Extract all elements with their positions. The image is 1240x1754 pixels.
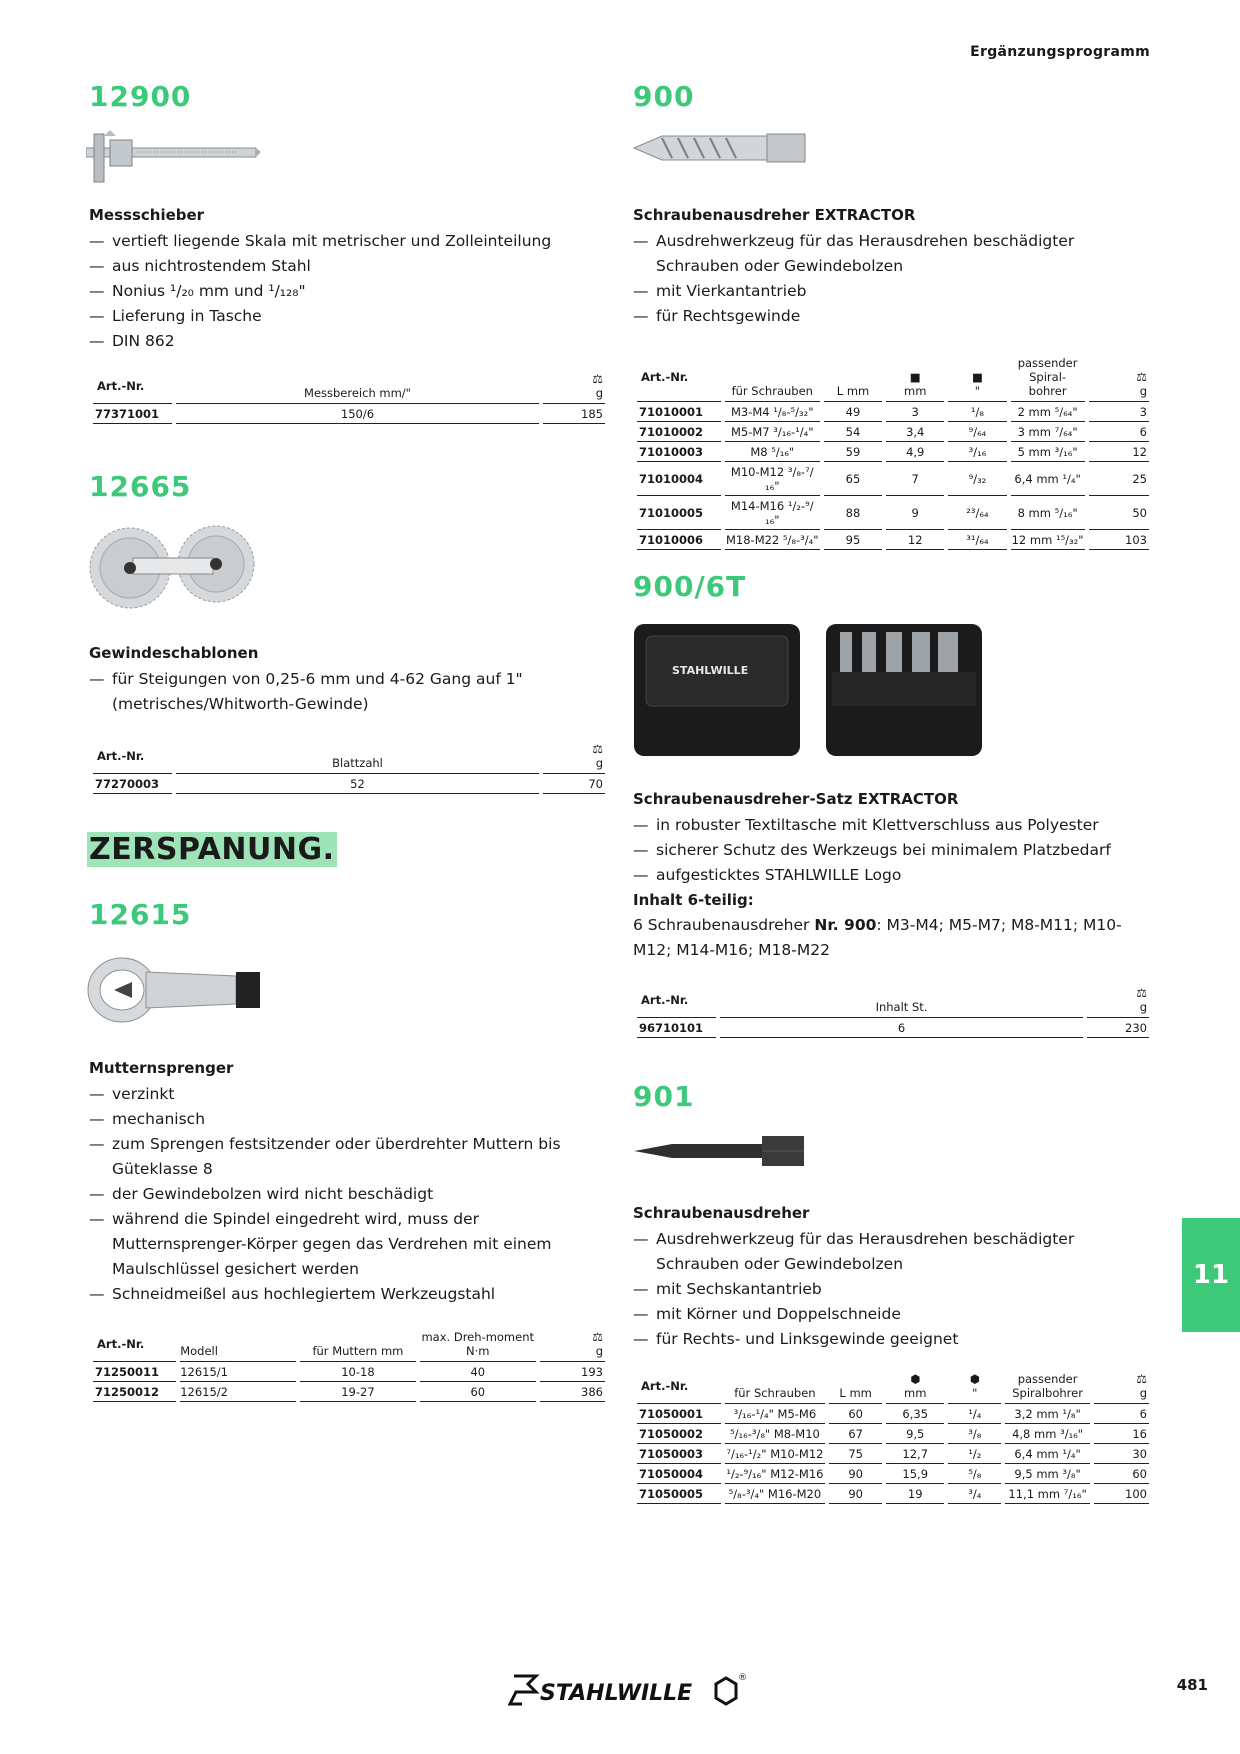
bullet: — sicherer Schutz des Werkzeugs bei minimalem Platzbedarf (633, 838, 1113, 863)
bullet: — Nonius ¹/₂₀ mm und ¹/₁₂₈" (89, 279, 609, 304)
table-header: für Muttern mm (300, 1328, 416, 1362)
product-title-12665: Gewindeschablonen (89, 644, 259, 662)
table-header: für Schrauben (725, 354, 820, 402)
content-title-900-6t: Inhalt 6-teilig: (633, 891, 754, 909)
product-number-900-6t: 900/6T (633, 570, 747, 603)
pouch-open-image (824, 622, 984, 758)
table-header: Art.-Nr. (93, 370, 172, 404)
bullet: — für Rechts- und Linksgewinde geeignet (633, 1327, 1103, 1352)
scale-icon: ⚖ (1136, 370, 1147, 384)
spec-table-900 (633, 354, 1153, 550)
table-header: ⚖ g (1087, 984, 1149, 1018)
bullet: — für Rechtsgewinde (633, 304, 1103, 329)
page-number: 481 (1176, 1676, 1208, 1694)
table-row: 71010001 M3-M4 ¹/₈-⁵/₃₂" 49 3 ¹/₈ 2 mm ⁵/₆₄" 3 (637, 402, 1149, 422)
table-header: max. Dreh-moment N·m (420, 1328, 536, 1362)
bullet: — Ausdrehwerkzeug für das Herausdrehen beschädigter Schrauben oder Gewindebolzen (633, 229, 1103, 279)
table-header: passender Spiralbohrer (1005, 1370, 1090, 1404)
section-header: Ergänzungsprogramm (970, 44, 1150, 60)
table-row: 71050001 ³/₁₆-¹/₄" M5-M6 60 6,35 ¹/₄ 3,2 mm ¹/₈" 6 (637, 1404, 1149, 1424)
table-header: Messbereich mm/" (176, 370, 539, 404)
bullet: — mit Sechskantantrieb (633, 1277, 1103, 1302)
bullet: — während die Spindel eingedreht wird, muss der Mutternsprenger-Körper gegen das Verdrehen mit einem Maulschlüssel gesichert werden (89, 1207, 579, 1282)
content-text-900-6t: 6 Schraubenausdreher Nr. 900: M3-M4; M5-M7; M8-M11; M10-M12; M14-M16; M18-M22 (633, 916, 1122, 959)
caliper-image (86, 130, 261, 186)
stahlwille-logo (508, 1668, 748, 1714)
bullet: — in robuster Textiltasche mit Klettverschluss aus Polyester (633, 813, 1113, 838)
scale-icon: ⚖ (592, 742, 603, 756)
bullet: — mit Körner und Doppelschneide (633, 1302, 1103, 1327)
table-row: 77270003 52 70 (93, 774, 605, 794)
table-row: 71010006 M18-M22 ⁵/₈-³/₄" 95 12 ³¹/₆₄ 12 mm ¹⁵/₃₂" 103 (637, 530, 1149, 550)
zerspanung-heading: ZERSPANUNG. (89, 832, 335, 867)
bullets-900-6t (633, 813, 1113, 888)
bullets-900 (633, 229, 1103, 329)
table-header: ⬢ " (948, 1370, 1001, 1404)
thread-gauge-image (88, 522, 258, 612)
table-row: 71250012 12615/2 19-27 60 386 (93, 1382, 605, 1402)
table-row: 71250011 12615/1 10-18 40 193 (93, 1362, 605, 1382)
product-title-12900: Messschieber (89, 206, 205, 224)
spec-table-12615 (89, 1328, 609, 1402)
product-title-900-6t: Schraubenausdreher-Satz EXTRACTOR (633, 790, 959, 808)
bullet: — für Steigungen von 0,25-6 mm und 4-62 Gang auf 1" (metrisches/Whitworth-Gewinde) (89, 667, 609, 717)
spec-table-12900 (89, 370, 609, 424)
table-header: Blattzahl (176, 740, 539, 774)
table-header: L mm (829, 1370, 882, 1404)
pouch-closed-image (632, 622, 802, 758)
table-header: Art.-Nr. (637, 1370, 721, 1404)
spec-table-901 (633, 1370, 1153, 1504)
bullet: — aus nichtrostendem Stahl (89, 254, 609, 279)
scale-icon: ⚖ (592, 1330, 603, 1344)
table-header: L mm (824, 354, 882, 402)
product-title-12615: Mutternsprenger (89, 1059, 234, 1077)
table-row: 71010002 M5-M7 ³/₁₆-¹/₄" 54 3,4 ⁹/₆₄ 3 mm ⁷/₆₄" 6 (637, 422, 1149, 442)
scale-icon: ⚖ (1136, 986, 1147, 1000)
table-row: 71050002 ⁵/₁₆-³/₈" M8-M10 67 9,5 ³/₈ 4,8 mm ³/₁₆" 16 (637, 1424, 1149, 1444)
table-row: 77371001 150/6 185 (93, 404, 605, 424)
registered-icon: ® (738, 1673, 747, 1683)
bullet: — verzinkt (89, 1082, 579, 1107)
table-row: 71050004 ¹/₂-⁹/₁₆" M12-M16 90 15,9 ⁵/₈ 9,5 mm ³/₈" 60 (637, 1464, 1149, 1484)
spec-table-900-6t (633, 984, 1153, 1038)
square-drive-icon: ■ (909, 370, 921, 384)
bullet: — mit Vierkantantrieb (633, 279, 1103, 304)
product-number-12900: 12900 (89, 80, 192, 113)
square-drive-icon: ■ (972, 370, 983, 384)
table-header: ⚖ g (1094, 1370, 1149, 1404)
table-header: Art.-Nr. (93, 740, 172, 774)
bullet: — vertieft liegende Skala mit metrischer und Zolleinteilung (89, 229, 609, 254)
product-number-12615: 12615 (89, 898, 192, 931)
product-title-900: Schraubenausdreher EXTRACTOR (633, 206, 916, 224)
table-row: 71010004 M10-M12 ³/₈-⁷/₁₆" 65 7 ⁹/₃₂ 6,4 mm ¹/₄" 25 (637, 462, 1149, 496)
table-header: passender Spiral-bohrer (1011, 354, 1085, 402)
table-header: Art.-Nr. (637, 354, 721, 402)
bullet: — aufgesticktes STAHLWILLE Logo (633, 863, 1113, 888)
chapter-tab: 11 (1182, 1218, 1240, 1332)
bullet: — Schneidmeißel aus hochlegiertem Werkzeugstahl (89, 1282, 579, 1307)
table-header: ■ " (948, 354, 1006, 402)
category-heading (87, 832, 337, 867)
bullet: — DIN 862 (89, 329, 609, 354)
table-row: 71010005 M14-M16 ¹/₂-⁹/₁₆" 88 9 ²³/₆₄ 8 mm ⁵/₁₆" 50 (637, 496, 1149, 530)
table-header: Art.-Nr. (637, 984, 716, 1018)
bullet: — Ausdrehwerkzeug für das Herausdrehen beschädigter Schrauben oder Gewindebolzen (633, 1227, 1103, 1277)
bullets-12615 (89, 1082, 579, 1307)
bullets-12665 (89, 667, 609, 717)
hex-drive-icon: ⬢ (969, 1372, 980, 1386)
pouch-logo: STAHLWILLE (672, 664, 749, 677)
product-number-12665: 12665 (89, 470, 192, 503)
table-header: Art.-Nr. (93, 1328, 176, 1362)
table-header: für Schrauben (725, 1370, 826, 1404)
bullets-901 (633, 1227, 1103, 1352)
bullets-12900 (89, 229, 609, 354)
nut-splitter-image (86, 954, 266, 1026)
product-number-900: 900 (633, 80, 695, 113)
table-row: 71050003 ⁷/₁₆-¹/₂" M10-M12 75 12,7 ¹/₂ 6,4 mm ¹/₄" 30 (637, 1444, 1149, 1464)
table-row: 71050005 ⁵/₈-³/₄" M16-M20 90 19 ³/₄ 11,1 mm ⁷/₁₆" 100 (637, 1484, 1149, 1504)
scale-icon: ⚖ (1136, 1372, 1147, 1386)
scale-icon: ⚖ (592, 372, 603, 386)
table-header: ⚖ g (543, 740, 605, 774)
logo-text: STAHLWILLE (540, 1681, 693, 1706)
table-header: ⚖ g (1089, 354, 1149, 402)
table-header: ■ mm (886, 354, 944, 402)
extractor-900-image (632, 130, 807, 166)
hex-drive-icon: ⬢ (910, 1372, 921, 1386)
product-title-901: Schraubenausdreher (633, 1204, 810, 1222)
table-header: Modell (180, 1328, 296, 1362)
bullet: — zum Sprengen festsitzender oder überdrehter Muttern bis Güteklasse 8 (89, 1132, 579, 1182)
spec-table-12665 (89, 740, 609, 794)
table-header: ⚖ g (540, 1328, 605, 1362)
table-row: 71010003 M8 ⁵/₁₆" 59 4,9 ³/₁₆ 5 mm ³/₁₆" 12 (637, 442, 1149, 462)
bullet: — Lieferung in Tasche (89, 304, 609, 329)
table-header: ⚖ g (543, 370, 605, 404)
table-header: Inhalt St. (720, 984, 1083, 1018)
table-row: 96710101 6 230 (637, 1018, 1149, 1038)
bullet: — mechanisch (89, 1107, 579, 1132)
product-number-901: 901 (633, 1080, 695, 1113)
extractor-901-image (632, 1130, 807, 1172)
table-header: ⬢ mm (886, 1370, 944, 1404)
bullet: — der Gewindebolzen wird nicht beschädigt (89, 1182, 579, 1207)
